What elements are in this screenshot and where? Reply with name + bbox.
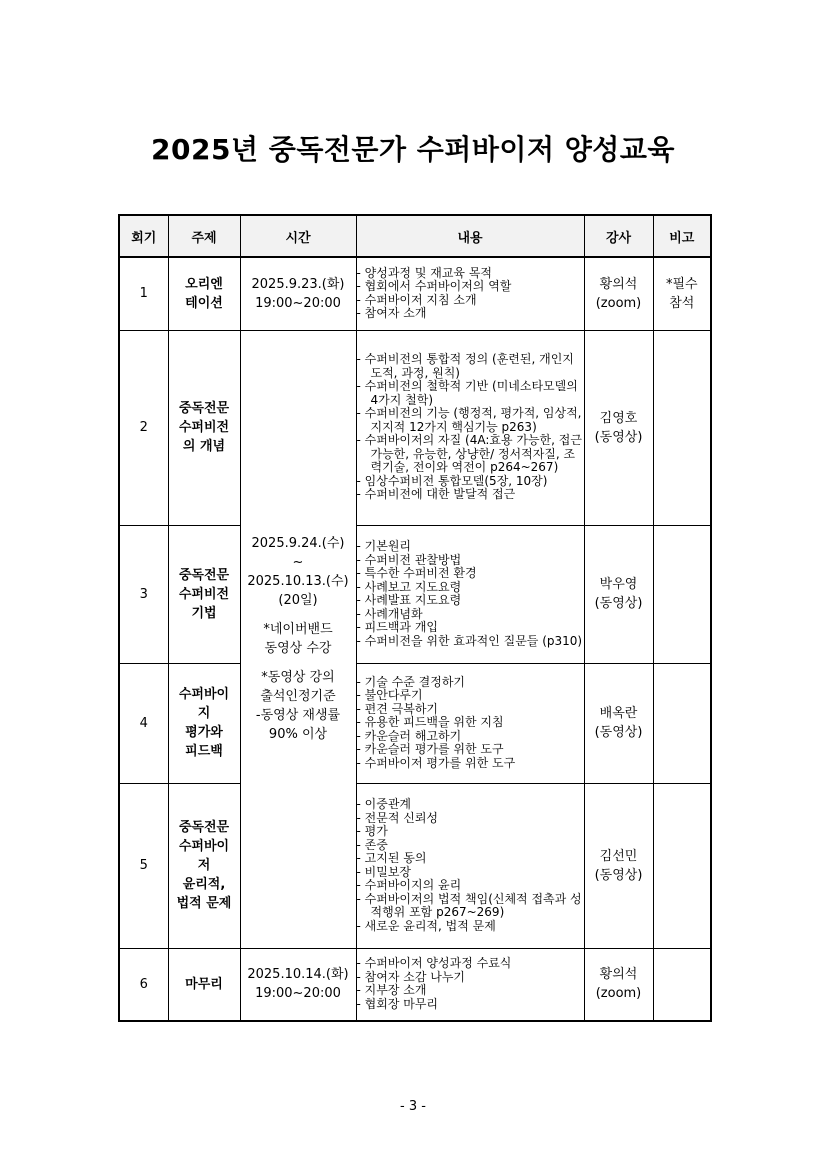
content-item: - 참여자 소개	[356, 306, 427, 321]
content-item: - 비밀보장	[356, 864, 412, 879]
content-item: - 새로운 윤리적, 법적 문제	[356, 918, 496, 933]
content-cell	[356, 257, 584, 330]
header-content: 내용	[356, 215, 584, 257]
content-cell	[356, 783, 584, 948]
content-item: - 이중관계	[356, 797, 412, 811]
table-row	[119, 663, 711, 783]
table-row	[119, 783, 711, 948]
content-item: - 유용한 피드백을 위한 지침	[356, 715, 504, 730]
content-item: - 고지된 동의	[356, 851, 427, 865]
content-cell	[356, 663, 584, 783]
time-cell: 2025.9.23.(화) 19:00~20:00	[240, 257, 356, 330]
content-item: - 평가	[356, 824, 388, 838]
content-item: - 편견 극복하기	[356, 701, 439, 716]
table-row	[119, 948, 711, 1021]
note-cell	[653, 663, 711, 783]
content-item: - 수퍼비전의 통합적 정의 (훈련된, 개인지도적, 과정, 원칙)	[356, 352, 574, 380]
lecturer-cell: 황의석 (zoom)	[584, 948, 653, 1021]
session-cell: 4	[119, 663, 168, 783]
shared-time-cell: 2025.9.24.(수) ~ 2025.10.13.(수) (20일) *네이버밴드 동영상 수강 *동영상 강의 출석인정기준 -동영상 재생률 90% 이상	[240, 330, 356, 948]
note-cell	[653, 783, 711, 948]
table-row	[119, 525, 711, 663]
content-item: - 기술 수준 결정하기	[356, 674, 466, 689]
lecturer-cell: 황의석 (zoom)	[584, 257, 653, 330]
session-cell: 1	[119, 257, 168, 330]
content-item: - 수퍼비전의 철학적 기반 (미네소타모델의 4가지 철학)	[356, 379, 578, 407]
content-item: - 수퍼비전을 위한 효과적인 질문들 (p310)	[356, 633, 583, 648]
topic-cell: 중독전문 수퍼비전 의 개념	[168, 330, 240, 525]
content-item: - 카운슬러 해고하기	[356, 728, 462, 743]
session-cell: 6	[119, 948, 168, 1021]
content-item: - 협회장 마무리	[356, 996, 439, 1011]
session-cell: 2	[119, 330, 168, 525]
document-title: 2025년 중독전문가 수퍼바이저 양성교육	[151, 133, 675, 166]
content-item: - 임상수퍼비전 통합모델(5장, 10장)	[356, 473, 548, 488]
content-item: - 존중	[356, 837, 388, 852]
table-row	[119, 330, 711, 525]
topic-cell: 수퍼바이 지 평가와 피드백	[168, 663, 240, 783]
content-item: - 수퍼비전 관찰방법	[356, 552, 462, 567]
content-item: - 수퍼바이저 평가를 위한 도구	[356, 755, 516, 770]
content-item: - 카운슬러 평가를 위한 도구	[356, 742, 504, 757]
content-item: - 수퍼바이저의 자질 (4A:효용 가능한, 접근 가능한, 유능한, 상냥한/ 정서적자질, 조력기술, 전이와 역전이 p264~267)	[356, 433, 582, 475]
time-cell: 2025.10.14.(화) 19:00~20:00	[240, 948, 356, 1021]
lecturer-cell: 김영호 (동영상)	[584, 330, 653, 525]
content-item: - 수퍼바이지의 윤리	[356, 878, 462, 892]
content-cell	[356, 330, 584, 525]
table-row	[119, 257, 711, 330]
header-session: 회기	[119, 215, 168, 257]
content-item: - 사례보고 지도요령	[356, 579, 462, 594]
lecturer-cell: 박우영 (동영상)	[584, 525, 653, 663]
content-cell	[356, 525, 584, 663]
content-item: - 사례개념화	[356, 606, 423, 621]
content-item: - 협회에서 수퍼바이저의 역할	[356, 279, 512, 294]
note-cell	[653, 330, 711, 525]
content-item: - 수퍼비전에 대한 발달적 접근	[356, 487, 516, 502]
content-item: - 특수한 수퍼비전 환경	[356, 566, 477, 580]
content-item: - 수퍼바이저의 법적 책임(신체적 접촉과 성적행위 포함 p267~269)	[356, 891, 582, 919]
session-cell: 3	[119, 525, 168, 663]
content-item: - 지부장 소개	[356, 983, 427, 998]
header-row	[119, 215, 711, 257]
content-item: - 전문적 신뢰성	[356, 810, 439, 825]
content-item: - 불안다루기	[356, 688, 423, 703]
topic-cell: 오리엔 테이션	[168, 257, 240, 330]
page-number: - 3 -	[400, 1099, 426, 1114]
header-lecturer: 강사	[584, 215, 653, 257]
schedule-table	[118, 214, 712, 1022]
topic-cell: 중독전문 수퍼비전 기법	[168, 525, 240, 663]
content-item: - 수퍼바이저 양성과정 수료식	[356, 956, 512, 971]
content-item: - 참여자 소감 나누기	[356, 969, 466, 984]
header-topic: 주제	[168, 215, 240, 257]
header-time: 시간	[240, 215, 356, 257]
note-cell	[653, 525, 711, 663]
content-item: - 피드백과 개입	[356, 620, 439, 634]
note-cell: *필수 참석	[653, 257, 711, 330]
content-cell	[356, 948, 584, 1021]
session-cell: 5	[119, 783, 168, 948]
content-item: - 수퍼비전의 기능 (행정적, 평가적, 임상적, 지지적 12가지 핵심기능 p263)	[356, 406, 582, 434]
topic-cell: 중독전문 수퍼바이 저 윤리적, 법적 문제	[168, 783, 240, 948]
content-item: - 양성과정 및 재교육 목적	[356, 265, 493, 280]
lecturer-cell: 배옥란 (동영상)	[584, 663, 653, 783]
topic-cell: 마무리	[168, 948, 240, 1021]
content-item: - 사례발표 지도요령	[356, 593, 462, 607]
header-note: 비고	[653, 215, 711, 257]
content-item: - 수퍼바이저 지침 소개	[356, 292, 477, 307]
note-cell	[653, 948, 711, 1021]
content-item: - 기본원리	[356, 539, 412, 553]
lecturer-cell: 김선민 (동영상)	[584, 783, 653, 948]
